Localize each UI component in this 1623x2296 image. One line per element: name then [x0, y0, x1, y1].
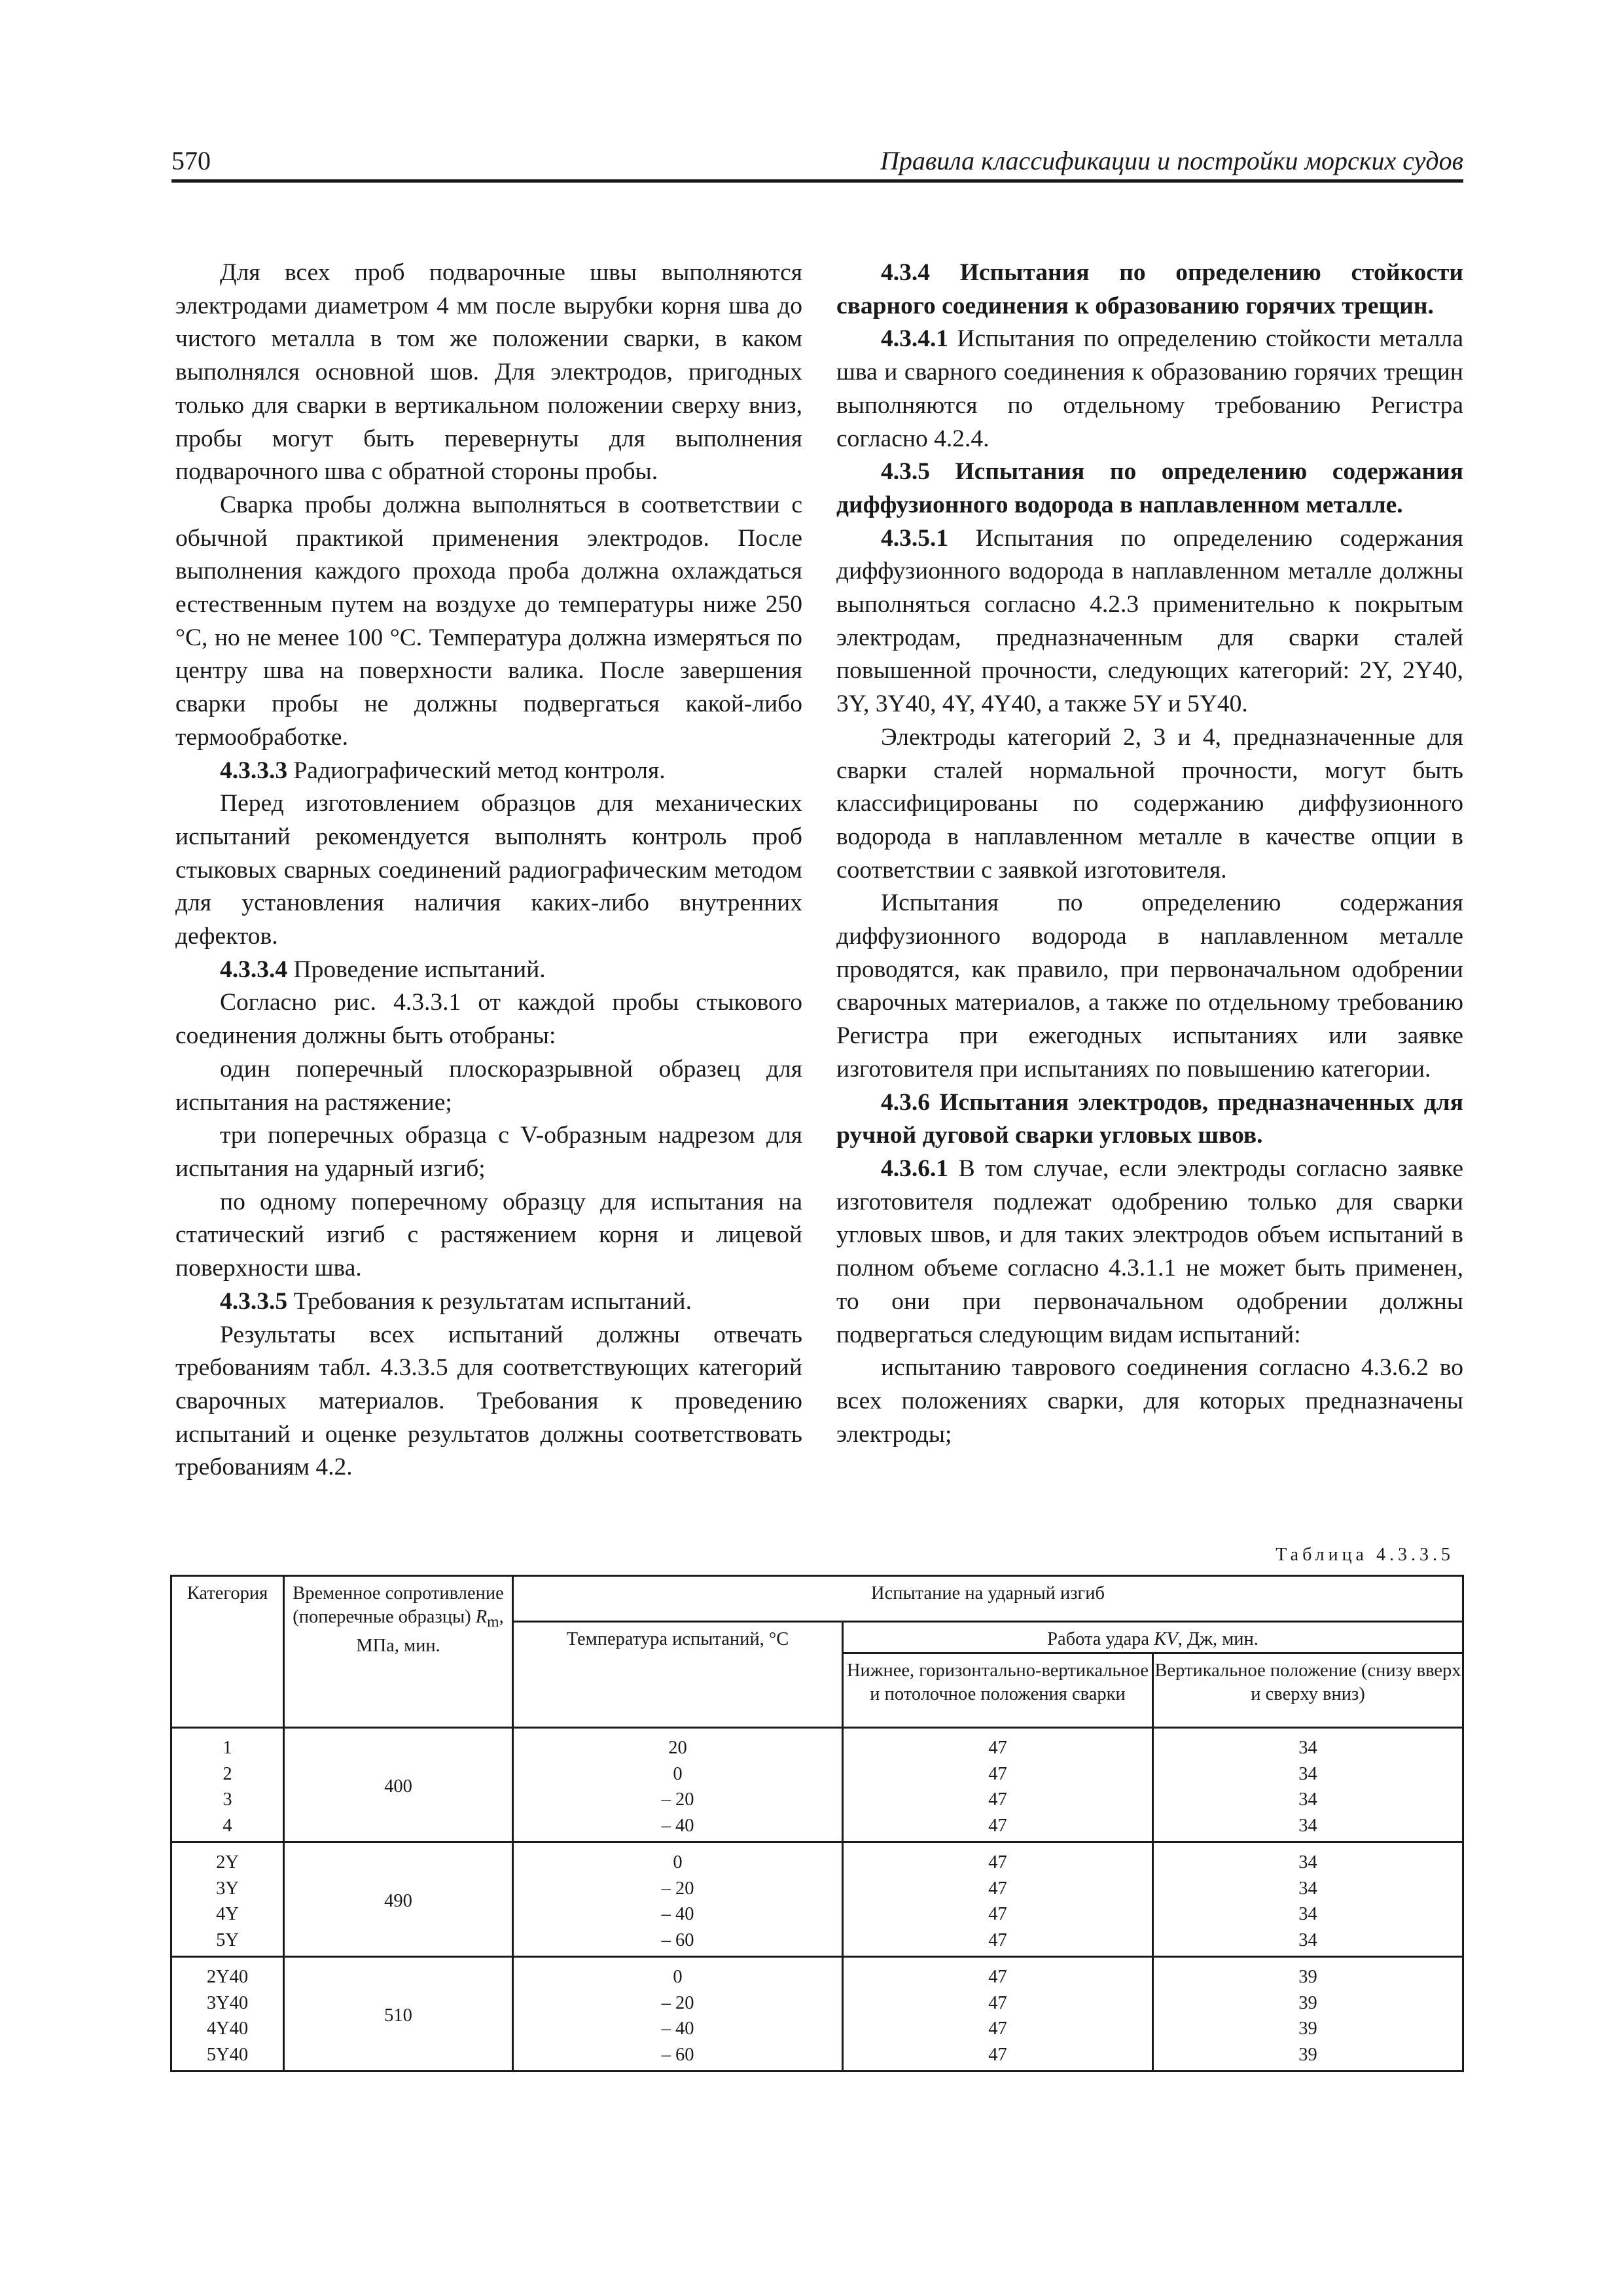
table-cell-value: 2Y40 — [206, 1967, 249, 1987]
right-paragraph — [836, 323, 1463, 456]
table-cell-value: 39 — [1298, 2018, 1317, 2039]
table-cell-value: – 40 — [661, 1815, 694, 1836]
right-paragraph — [836, 1352, 1463, 1451]
table-cell-value: 47 — [988, 1815, 1007, 1836]
table-cell-value: 2 — [223, 1763, 232, 1784]
header-tensile — [284, 1576, 513, 1728]
table-cell-value: 4Y — [216, 1904, 239, 1924]
table-cell-value: 47 — [988, 2044, 1007, 2065]
table-cell-value: 34 — [1298, 1852, 1317, 1873]
table-cell-value: 20 — [668, 1738, 687, 1758]
table-cell-value: 34 — [1298, 1929, 1317, 1950]
paragraph-text: В том случае, если электроды согласно заявке изготовителя подлежат одобрению только для сварки угловых швов, и для таких электродов объем испытаний в полном объеме согласно 4.3.1.1 не может быть применен, то они при первоначальном одобрении должны подвергаться следующим видам испытаний: — [836, 1155, 1463, 1348]
right-paragraph — [836, 456, 1463, 522]
left-paragraph — [175, 1285, 802, 1319]
table-cell-value: 0 — [673, 1967, 683, 1987]
cell-kv-vertical — [1153, 1842, 1463, 1957]
left-paragraph — [175, 257, 802, 489]
table-cell-value: 47 — [988, 1992, 1007, 2013]
cell-temperatures — [513, 1728, 843, 1842]
paragraph-text: Испытания электродов, предназначенных для ручной дуговой сварки угловых швов. — [836, 1088, 1463, 1149]
running-title: Правила классификации и постройки морских судов — [880, 146, 1463, 175]
cell-kv-lower — [843, 1957, 1153, 2072]
table-cell-value: – 20 — [661, 1878, 694, 1899]
table-cell-value: 1 — [223, 1738, 232, 1758]
table-cell-value: 34 — [1298, 1815, 1317, 1836]
table-cell-value: 3Y40 — [206, 1992, 249, 2013]
table-cell-value: 47 — [988, 2018, 1007, 2039]
paragraph-text: Согласно рис. 4.3.3.1 от каждой пробы стыкового соединения должны быть отобраны: — [175, 989, 802, 1050]
clause-number: 4.3.6.1 — [881, 1155, 949, 1182]
paragraph-text: Испытания по определению содержания диффузионного водорода в наплавленном металле. — [836, 458, 1463, 518]
cell-kv-lower — [843, 1728, 1153, 1842]
table-row — [171, 1728, 1463, 1842]
header-position-vertical: Вертикальное положение (снизу вверх и сверху вниз) — [1153, 1653, 1463, 1728]
clause-number: 4.3.4 — [881, 259, 930, 286]
table-row — [171, 1957, 1463, 2072]
paragraph-text: Испытания по определению содержания диффузионного водорода в наплавленном металле проводятся, как правило, при первоначальном одобрении сварочных материалов, а также по отдельному требованию Регистра при ежегодных испытаниях или заявке изготовителя при испытаниях по повышению категории. — [836, 889, 1463, 1083]
cell-tensile: 510 — [284, 1957, 513, 2072]
table-caption: Таблица 4.3.3.5 — [1275, 1545, 1454, 1565]
table-cell-value: 34 — [1298, 1904, 1317, 1924]
header-work-text: Работа удара KV, Дж, мин. — [1047, 1629, 1258, 1649]
cell-categories — [171, 1728, 284, 1842]
header-category: Категория — [171, 1576, 284, 1728]
right-paragraph — [836, 1086, 1463, 1153]
paragraph-text: Испытания по определению содержания диффузионного водорода в наплавленном металле должны выполняться согласно 4.2.3 применительно к покрытым электродам, предназначенным для сварки сталей повышенной прочности, следующих категорий: 2Y, 2Y40, 3Y, 3Y40, 4Y, 4Y40, а также 5Y и 5Y40. — [836, 524, 1463, 718]
table-cell-value: 47 — [988, 1763, 1007, 1784]
paragraph-text: Для всех проб подварочные швы выполняются электродами диаметром 4 мм после вырубки корня шва до чистого металла в том же положении сварки, в каком выполнялся основной шов. Для электродов, пригодных только для сварки в вертикальном положении сверху вниз, пробы могут быть перевернуты для выполнения подварочного шва с обратной стороны пробы. — [175, 259, 802, 486]
table-cell-value: 3Y — [216, 1878, 239, 1899]
table-cell-value: – 40 — [661, 1904, 694, 1924]
left-paragraph — [175, 1186, 802, 1285]
clause-number: 4.3.5.1 — [881, 524, 949, 552]
clause-number: 4.3.3.5 — [220, 1287, 288, 1315]
paragraph-text: Радиографический метод контроля. — [287, 757, 666, 784]
table-cell-value: – 20 — [661, 1992, 694, 2013]
page-number: 570 — [171, 146, 211, 175]
cell-tensile: 490 — [284, 1842, 513, 1957]
paragraph-text: Требования к результатам испытаний. — [287, 1287, 692, 1315]
cell-temperatures — [513, 1842, 843, 1957]
table-cell-value: 34 — [1298, 1878, 1317, 1899]
table-cell-value: 2Y — [216, 1852, 239, 1873]
clause-number: 4.3.3.3 — [220, 757, 288, 784]
paragraph-text: Испытания по определению стойкости металла шва и сварного соединения к образованию горячих трещин выполняются по отдельному требованию Регистра согласно 4.2.4. — [836, 325, 1463, 452]
right-paragraph — [836, 522, 1463, 721]
table-cell-value: 5Y — [216, 1929, 239, 1950]
paragraph-text: Результаты всех испытаний должны отвечать требованиям табл. 4.3.3.5 для соответствующих категорий сварочных материалов. Требования к проведению испытаний и оценке результатов должны соответствовать требованиям 4.2. — [175, 1321, 802, 1481]
paragraph-text: Электроды категорий 2, 3 и 4, предназначенные для сварки сталей нормальной прочности, могут быть классифицированы по содержанию диффузионного водорода в наплавленном металле в качестве опции в соответствии с заявкой изготовителя. — [836, 723, 1463, 884]
table-cell-value: 4 — [223, 1815, 232, 1836]
paragraph-text: испытанию таврового соединения согласно 4.3.6.2 во всех положениях сварки, для которых предназначены электроды; — [836, 1354, 1463, 1448]
paragraph-text: три поперечных образца с V-образным надрезом для испытания на ударный изгиб; — [175, 1122, 802, 1182]
table-row — [171, 1842, 1463, 1957]
clause-number: 4.3.4.1 — [881, 325, 949, 353]
table-cell-value: 39 — [1298, 1967, 1317, 1987]
cell-kv-lower — [843, 1842, 1153, 1957]
table-cell-value: – 60 — [661, 2044, 694, 2065]
paragraph-text: по одному поперечному образцу для испытания на статический изгиб с растяжением корня и лицевой поверхности шва. — [175, 1188, 802, 1282]
table-cell-value: 4Y40 — [206, 2018, 249, 2039]
table-cell-value: 47 — [988, 1852, 1007, 1873]
page-header — [171, 145, 1463, 183]
table-cell-value: – 20 — [661, 1789, 694, 1810]
header-work — [843, 1622, 1463, 1653]
left-paragraph — [175, 1119, 802, 1185]
left-paragraph — [175, 787, 802, 954]
table-cell-value: 34 — [1298, 1789, 1317, 1810]
right-paragraph — [836, 1153, 1463, 1352]
header-tensile-text: Временное сопротивление (поперечные образцы) $R_m$, МПа, мин. — [293, 1583, 504, 1656]
table-cell-value: 47 — [988, 1789, 1007, 1810]
table-cell-value: 39 — [1298, 2044, 1317, 2065]
right-paragraph — [836, 721, 1463, 888]
header-temperature: Температура испытаний, °С — [513, 1622, 843, 1728]
left-paragraph — [175, 954, 802, 987]
left-paragraph — [175, 1319, 802, 1485]
paragraph-text: Перед изготовлением образцов для механических испытаний рекомендуется выполнять контроль проб стыковых сварных соединений радиографическим методом для установления наличия каких-либо внутренних дефектов. — [175, 790, 802, 950]
paragraph-text: один поперечный плоскоразрывной образец для испытания на растяжение; — [175, 1055, 802, 1116]
clause-number: 4.3.6 — [881, 1088, 930, 1116]
table-cell-value: 47 — [988, 1878, 1007, 1899]
requirements-table — [170, 1575, 1464, 2072]
table-cell-value: – 40 — [661, 2018, 694, 2039]
left-paragraph — [175, 986, 802, 1052]
cell-kv-vertical — [1153, 1728, 1463, 1842]
left-paragraph — [175, 489, 802, 755]
right-text-column — [836, 257, 1463, 1451]
table-cell-value: 3 — [223, 1789, 232, 1810]
cell-categories — [171, 1842, 284, 1957]
right-paragraph — [836, 887, 1463, 1086]
table-cell-value: 47 — [988, 1967, 1007, 1987]
header-position-lower: Нижнее, горизонтально-вертикальное и потолочное положения сварки — [843, 1653, 1153, 1728]
left-paragraph — [175, 755, 802, 788]
table-cell-value: 47 — [988, 1929, 1007, 1950]
table-cell-value: 39 — [1298, 1992, 1317, 2013]
right-paragraph — [836, 257, 1463, 323]
header-impact: Испытание на ударный изгиб — [513, 1576, 1463, 1622]
table-cell-value: 5Y40 — [206, 2044, 249, 2065]
table-cell-value: 0 — [673, 1763, 683, 1784]
paragraph-text: Проведение испытаний. — [287, 956, 546, 983]
left-text-column — [175, 257, 802, 1484]
cell-temperatures — [513, 1957, 843, 2072]
table-cell-value: 34 — [1298, 1763, 1317, 1784]
table-cell-value: – 60 — [661, 1929, 694, 1950]
table-cell-value: 47 — [988, 1738, 1007, 1758]
table-cell-value: 47 — [988, 1904, 1007, 1924]
cell-tensile: 400 — [284, 1728, 513, 1842]
clause-number: 4.3.5 — [881, 458, 930, 486]
cell-kv-vertical — [1153, 1957, 1463, 2072]
paragraph-text: Сварка пробы должна выполняться в соответствии с обычной практикой применения электродов. После выполнения каждого прохода проба должна охлаждаться естественным путем на воздухе до температуры ниже 250 °С, но не менее 100 °С. Температура должна измеряться по центру шва на поверхности валика. После завершения сварки пробы не должны подвергаться какой-либо термообработке. — [175, 491, 802, 751]
paragraph-text: Испытания по определению стойкости сварного соединения к образованию горячих трещин. — [836, 259, 1463, 319]
cell-categories — [171, 1957, 284, 2072]
table-cell-value: 34 — [1298, 1738, 1317, 1758]
clause-number: 4.3.3.4 — [220, 956, 288, 983]
table-cell-value: 0 — [673, 1852, 683, 1873]
left-paragraph — [175, 1053, 802, 1119]
